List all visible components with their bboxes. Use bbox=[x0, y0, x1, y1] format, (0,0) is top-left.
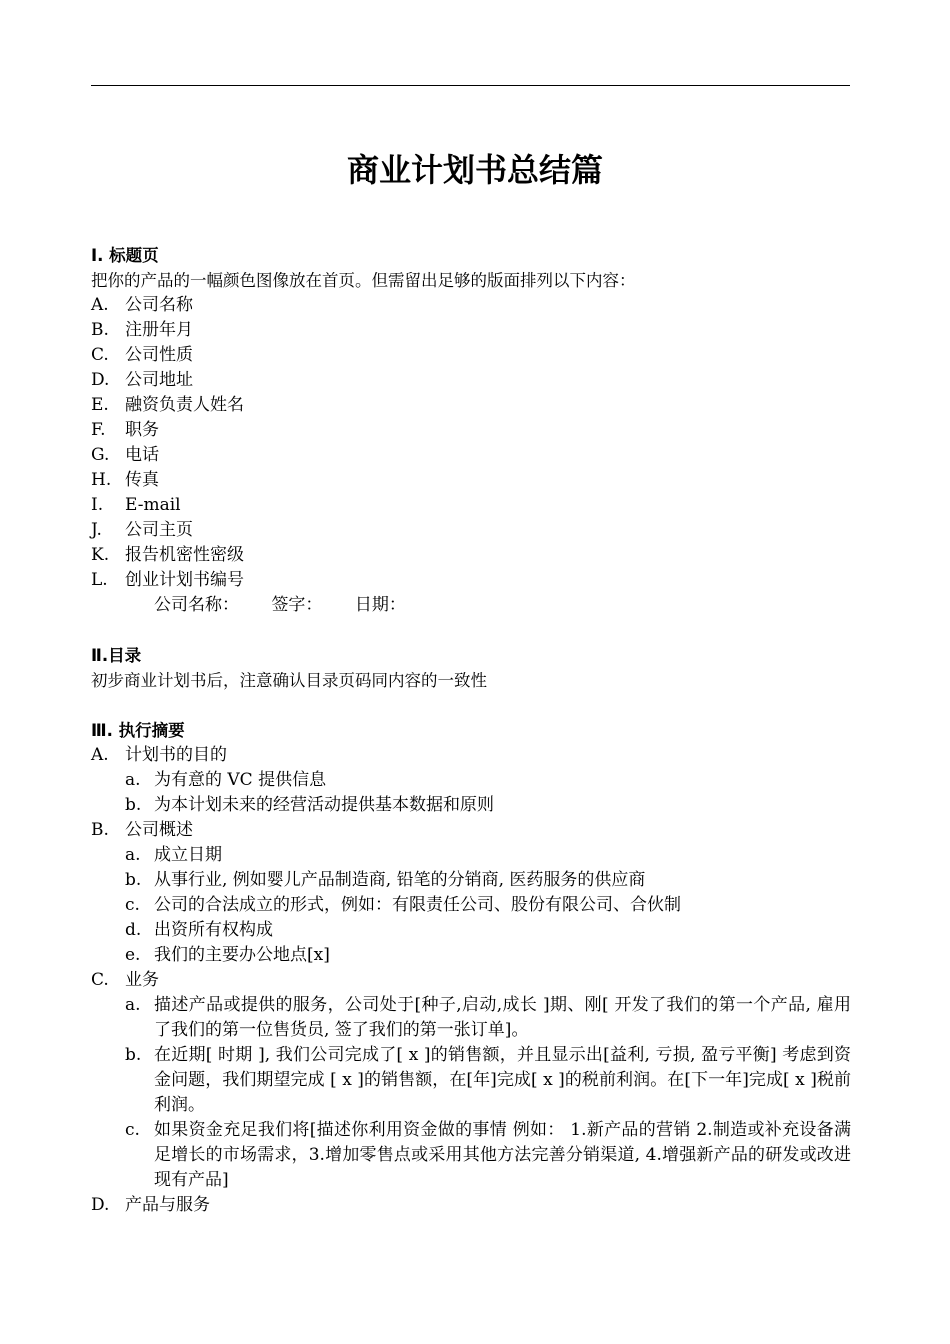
list-marker: c. bbox=[125, 895, 140, 915]
section-2-heading: Ⅱ.目录 bbox=[91, 646, 142, 665]
list-marker: A. bbox=[91, 745, 109, 765]
list-text: 为有意的 VC 提供信息 bbox=[154, 770, 327, 790]
header-rule bbox=[91, 85, 850, 86]
list-text: 出资所有权构成 bbox=[154, 920, 273, 940]
section-3-heading: Ⅲ. 执行摘要 bbox=[91, 721, 185, 740]
list-text: E-mail bbox=[125, 495, 181, 515]
list-item bbox=[91, 443, 851, 468]
section-2-text: 初步商业计划书后，注意确认目录页码同内容的一致性 bbox=[91, 671, 487, 690]
sub-list-item bbox=[91, 768, 851, 793]
list-item bbox=[91, 543, 851, 568]
list-text: 职务 bbox=[125, 420, 159, 440]
signature-company: 公司名称： bbox=[154, 595, 239, 615]
list-item bbox=[91, 393, 851, 418]
document-title: 商业计划书总结篇 bbox=[346, 151, 603, 189]
list-text: 公司性质 bbox=[125, 345, 193, 365]
list-marker: B. bbox=[91, 820, 109, 840]
list-marker: C. bbox=[91, 345, 109, 365]
sub-list-item bbox=[91, 843, 851, 868]
list-item bbox=[91, 743, 851, 768]
sub-list-item bbox=[91, 793, 851, 818]
list-marker: I. bbox=[91, 495, 104, 515]
list-text: 如果资金充足我们将[描述你利用资金做的事情 例如： 1.新产品的营销 2.制造或补充设备满足增长的市场需求，3.增加零售点或采用其他方法完善分销渠道, 4.增强新产品的研发或改进现有产品] bbox=[154, 1120, 851, 1190]
list-item bbox=[91, 343, 851, 368]
list-item bbox=[91, 968, 851, 993]
list-item bbox=[91, 568, 851, 593]
list-text: 公司主页 bbox=[125, 520, 193, 540]
section-1-intro: 把你的产品的一幅颜色图像放在首页。但需留出足够的版面排列以下内容： bbox=[91, 271, 636, 290]
list-text: 公司地址 bbox=[125, 370, 193, 390]
list-text: 公司名称 bbox=[125, 295, 193, 315]
list-marker: J. bbox=[91, 520, 102, 540]
section-3-list bbox=[91, 743, 851, 1218]
signature-date: 日期： bbox=[354, 595, 406, 615]
sub-list-item bbox=[91, 893, 851, 918]
list-marker: A. bbox=[91, 295, 109, 315]
list-text: 我们的主要办公地点[x] bbox=[154, 945, 330, 965]
list-marker: K. bbox=[91, 545, 110, 565]
list-item bbox=[91, 493, 851, 518]
signature-line bbox=[91, 593, 851, 618]
list-text: 创业计划书编号 bbox=[125, 570, 244, 590]
list-marker: c. bbox=[125, 1120, 140, 1140]
list-text: 传真 bbox=[125, 470, 159, 490]
list-text: 计划书的目的 bbox=[125, 745, 227, 765]
sub-list-item bbox=[91, 1118, 851, 1193]
list-text: 报告机密性密级 bbox=[125, 545, 244, 565]
list-marker: D. bbox=[91, 1195, 110, 1215]
list-marker: a. bbox=[125, 845, 141, 865]
sub-list-item bbox=[91, 1043, 851, 1118]
document-body bbox=[91, 243, 851, 1218]
list-item bbox=[91, 1193, 851, 1218]
list-marker: F. bbox=[91, 420, 106, 440]
list-text: 业务 bbox=[125, 970, 159, 990]
list-item bbox=[91, 818, 851, 843]
list-text: 电话 bbox=[125, 445, 159, 465]
list-marker: B. bbox=[91, 320, 109, 340]
list-marker: C. bbox=[91, 970, 109, 990]
sub-list-item bbox=[91, 918, 851, 943]
list-text: 为本计划未来的经营活动提供基本数据和原则 bbox=[154, 795, 494, 815]
list-marker: G. bbox=[91, 445, 110, 465]
section-1-list bbox=[91, 293, 851, 593]
list-item bbox=[91, 368, 851, 393]
list-marker: E. bbox=[91, 395, 109, 415]
list-marker: a. bbox=[125, 995, 141, 1015]
list-marker: a. bbox=[125, 770, 141, 790]
signature-sign: 签字： bbox=[271, 595, 323, 615]
sub-list-item bbox=[91, 993, 851, 1043]
list-item bbox=[91, 318, 851, 343]
list-text: 从事行业, 例如婴儿产品制造商, 铅笔的分销商, 医药服务的供应商 bbox=[154, 870, 646, 890]
sub-list-item bbox=[91, 943, 851, 968]
list-marker: b. bbox=[125, 1045, 142, 1065]
list-item bbox=[91, 418, 851, 443]
list-marker: b. bbox=[125, 795, 142, 815]
list-text: 在近期[ 时期 ], 我们公司完成了[ x ]的销售额，并且显示出[益利, 亏损, 盈亏平衡] 考虑到资金问题，我们期望完成 [ x ]的销售额，在[年]完成[ x ]的税前利润。在[下一年]完成[ x ]税前利润。 bbox=[154, 1045, 851, 1115]
list-text: 产品与服务 bbox=[125, 1195, 210, 1215]
list-marker: H. bbox=[91, 470, 112, 490]
list-item bbox=[91, 468, 851, 493]
list-item bbox=[91, 518, 851, 543]
list-item bbox=[91, 293, 851, 318]
list-text: 描述产品或提供的服务，公司处于[种子,启动,成长 ]期、刚[ 开发了我们的第一个产品, 雇用了我们的第一位售货员, 签了我们的第一张订单]。 bbox=[154, 995, 851, 1040]
sub-list-item bbox=[91, 868, 851, 893]
list-text: 成立日期 bbox=[154, 845, 222, 865]
list-marker: d. bbox=[125, 920, 142, 940]
list-text: 公司的合法成立的形式，例如：有限责任公司、股份有限公司、合伙制 bbox=[154, 895, 681, 915]
list-text: 融资负责人姓名 bbox=[125, 395, 244, 415]
list-marker: L. bbox=[91, 570, 108, 590]
list-marker: e. bbox=[125, 945, 141, 965]
list-marker: D. bbox=[91, 370, 110, 390]
list-text: 公司概述 bbox=[125, 820, 193, 840]
list-marker: b. bbox=[125, 870, 142, 890]
section-1-heading: Ⅰ. 标题页 bbox=[91, 246, 159, 265]
list-text: 注册年月 bbox=[125, 320, 193, 340]
